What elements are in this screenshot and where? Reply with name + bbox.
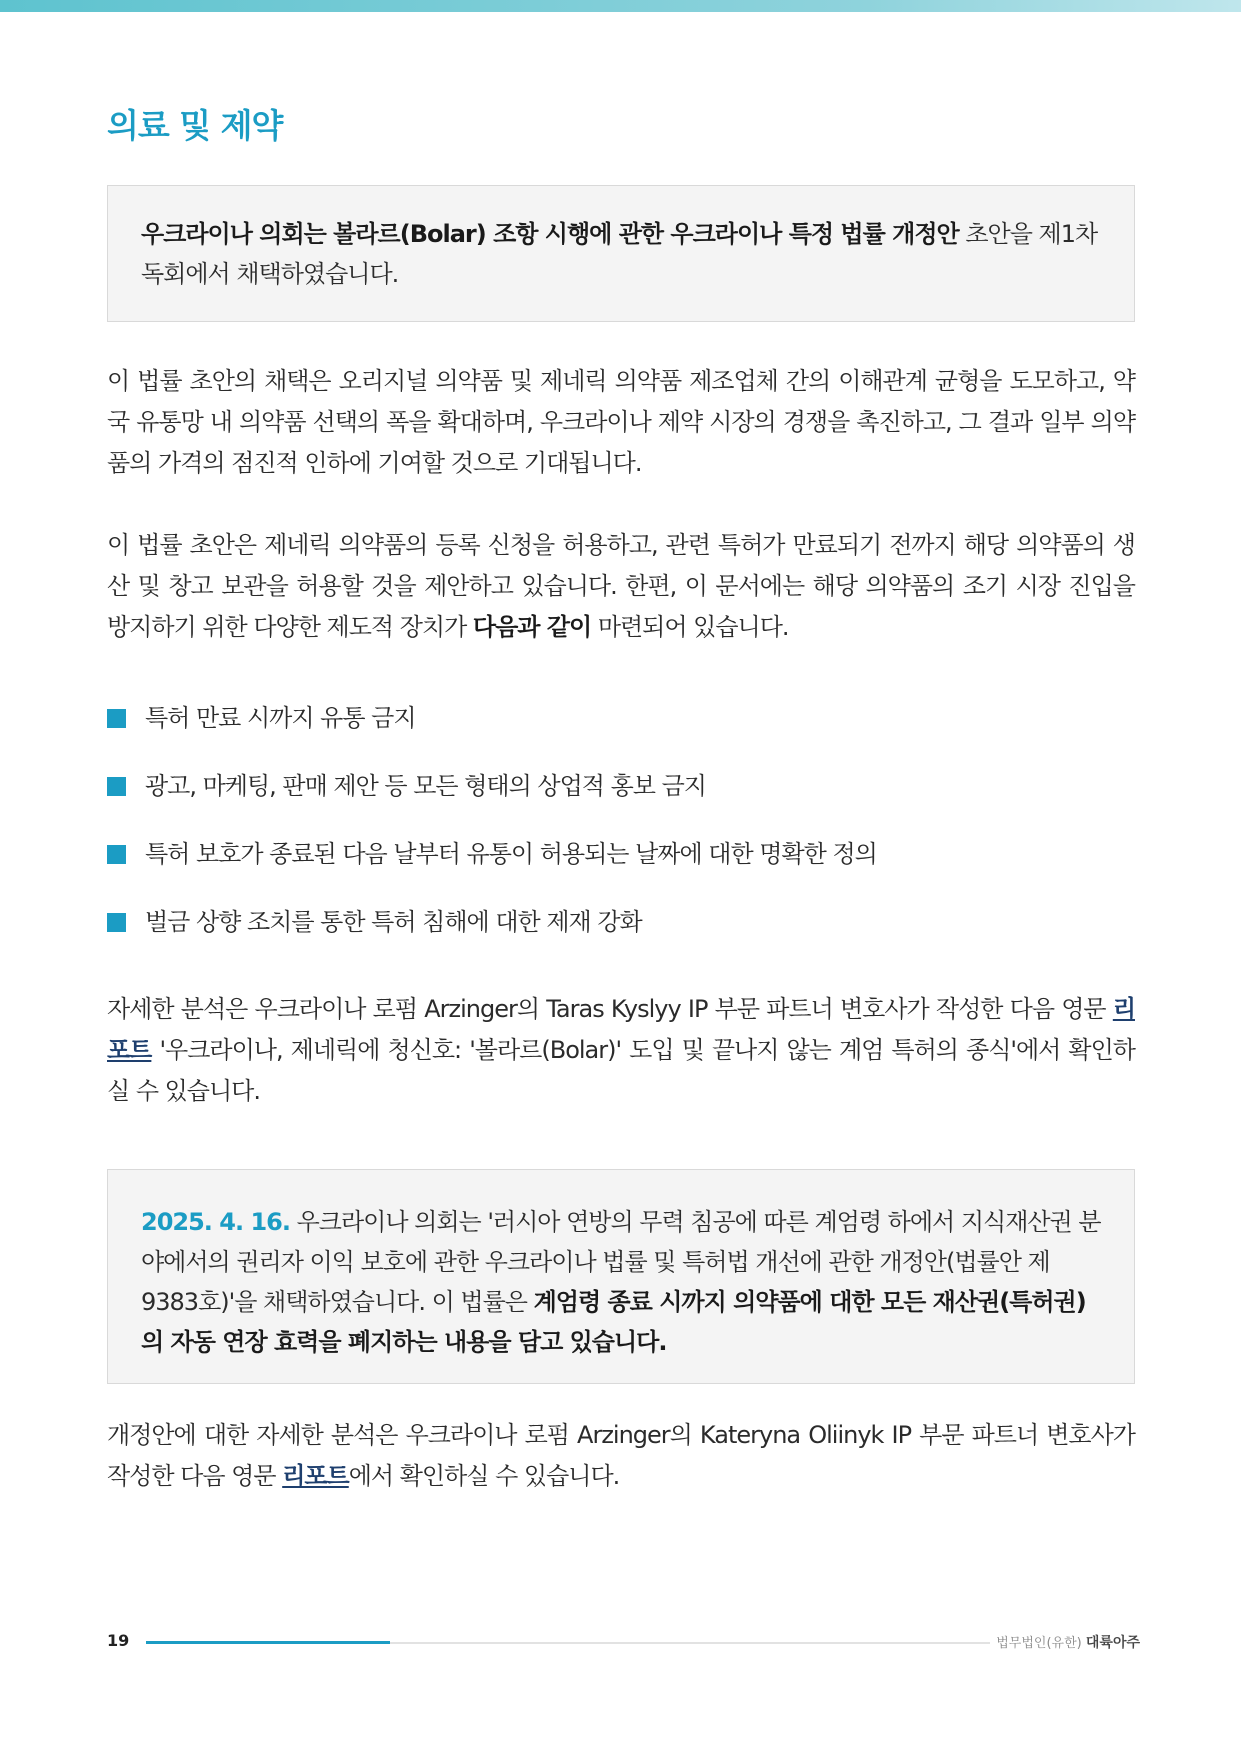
square-bullet-icon [107,709,126,728]
footer-divider-accent [146,1641,390,1644]
square-bullet-icon [107,845,126,864]
list-item [107,836,877,904]
list-item-text: 특허 보호가 종료된 다음 날부터 유통이 허용되는 날짜에 대한 명확한 정의 [145,840,877,868]
measures-list [107,700,877,972]
paragraph-4-end: 에서 확인하실 수 있습니다. [348,1462,620,1490]
top-accent-bar [0,0,1241,12]
report-link-1[interactable]: 리포트 [107,995,1135,1064]
list-item-text: 광고, 마케팅, 판매 제안 등 모든 형태의 상업적 홍보 금지 [145,772,706,800]
summary-text [141,214,1102,294]
section-title: 의료 및 제약 [107,106,283,145]
update-text [141,1202,1102,1362]
page-number: 19 [107,1631,130,1650]
paragraph-4 [107,1415,1135,1497]
paragraph-3-end: '우크라이나, 제네릭에 청신호: '볼라르(Bolar)' 도입 및 끝나지 않는 계엄 특허의 종식'에서 확인하실 수 있습니다. [107,1036,1135,1105]
square-bullet-icon [107,913,126,932]
paragraph-2-end: 마련되어 있습니다. [591,613,789,641]
paragraph-3-text: 자세한 분석은 우크라이나 로펌 Arzinger의 Taras Kyslyy IP 부문 파트너 변호사가 작성한 다음 영문 [107,995,1113,1023]
paragraph-2-text: 이 법률 초안은 제네릭 의약품의 등록 신청을 허용하고, 관련 특허가 만료되기 전까지 해당 의약품의 생산 및 창고 보관을 허용할 것을 제안하고 있습니다. 한편, 이 문서에는 해당 의약품의 조기 시장 진입을 방지하기 위한 다양한 제도적 장치가 [107,531,1135,641]
report-link-2[interactable]: 리포트 [282,1462,349,1490]
paragraph-4-text: 개정안에 대한 자세한 분석은 우크라이나 로펌 Arzinger의 Kateryna Oliinyk IP 부문 파트너 변호사가 작성한 다음 영문 [107,1421,1135,1490]
update-bold: 계엄령 종료 시까지 의약품에 대한 모든 재산권(특허권)의 자동 연장 효력을 폐지하는 내용을 담고 있습니다. [141,1288,1086,1356]
update-body: 우크라이나 의회는 '러시아 연방의 무력 침공에 따른 계엄령 하에서 지식재산권 분야에서의 권리자 이익 보호에 관한 우크라이나 법률 및 특허법 개선에 관한 개정안(법률안 제9383호)'을 채택하였습니다. 이 법률은 [141,1208,1101,1316]
list-item [107,768,877,836]
firm-prefix: 법무법인(유한) [996,1636,1082,1651]
summary-box [107,185,1135,322]
update-box [107,1169,1135,1384]
list-item [107,904,877,972]
firm-brand: 대륙아주 [1085,1635,1140,1651]
summary-bold: 우크라이나 의회는 볼라르(Bolar) 조항 시행에 관한 우크라이나 특정 법률 개정안 [141,220,959,248]
square-bullet-icon [107,777,126,796]
update-date: 2025. 4. 16. [141,1208,290,1236]
summary-rest: 초안을 제1차 독회에서 채택하였습니다. [141,220,1098,288]
list-item-text: 특허 만료 시까지 유통 금지 [145,704,416,732]
paragraph-2-bold: 다음과 같이 [472,613,592,641]
paragraph-1: 이 법률 초안의 채택은 오리지널 의약품 및 제네릭 의약품 제조업체 간의 이해관계 균형을 도모하고, 약국 유통망 내 의약품 선택의 폭을 확대하며, 우크라이나 제약 시장의 경쟁을 촉진하고, 그 결과 일부 의약품의 가격의 점진적 인하에 기여할 것으로 기대됩니다. [107,367,1135,477]
paragraph-3 [107,989,1135,1112]
paragraph-2 [107,525,1135,648]
list-item [107,700,877,768]
firm-name [996,1632,1140,1652]
list-item-text: 벌금 상향 조치를 통한 특허 침해에 대한 제재 강화 [145,908,642,936]
